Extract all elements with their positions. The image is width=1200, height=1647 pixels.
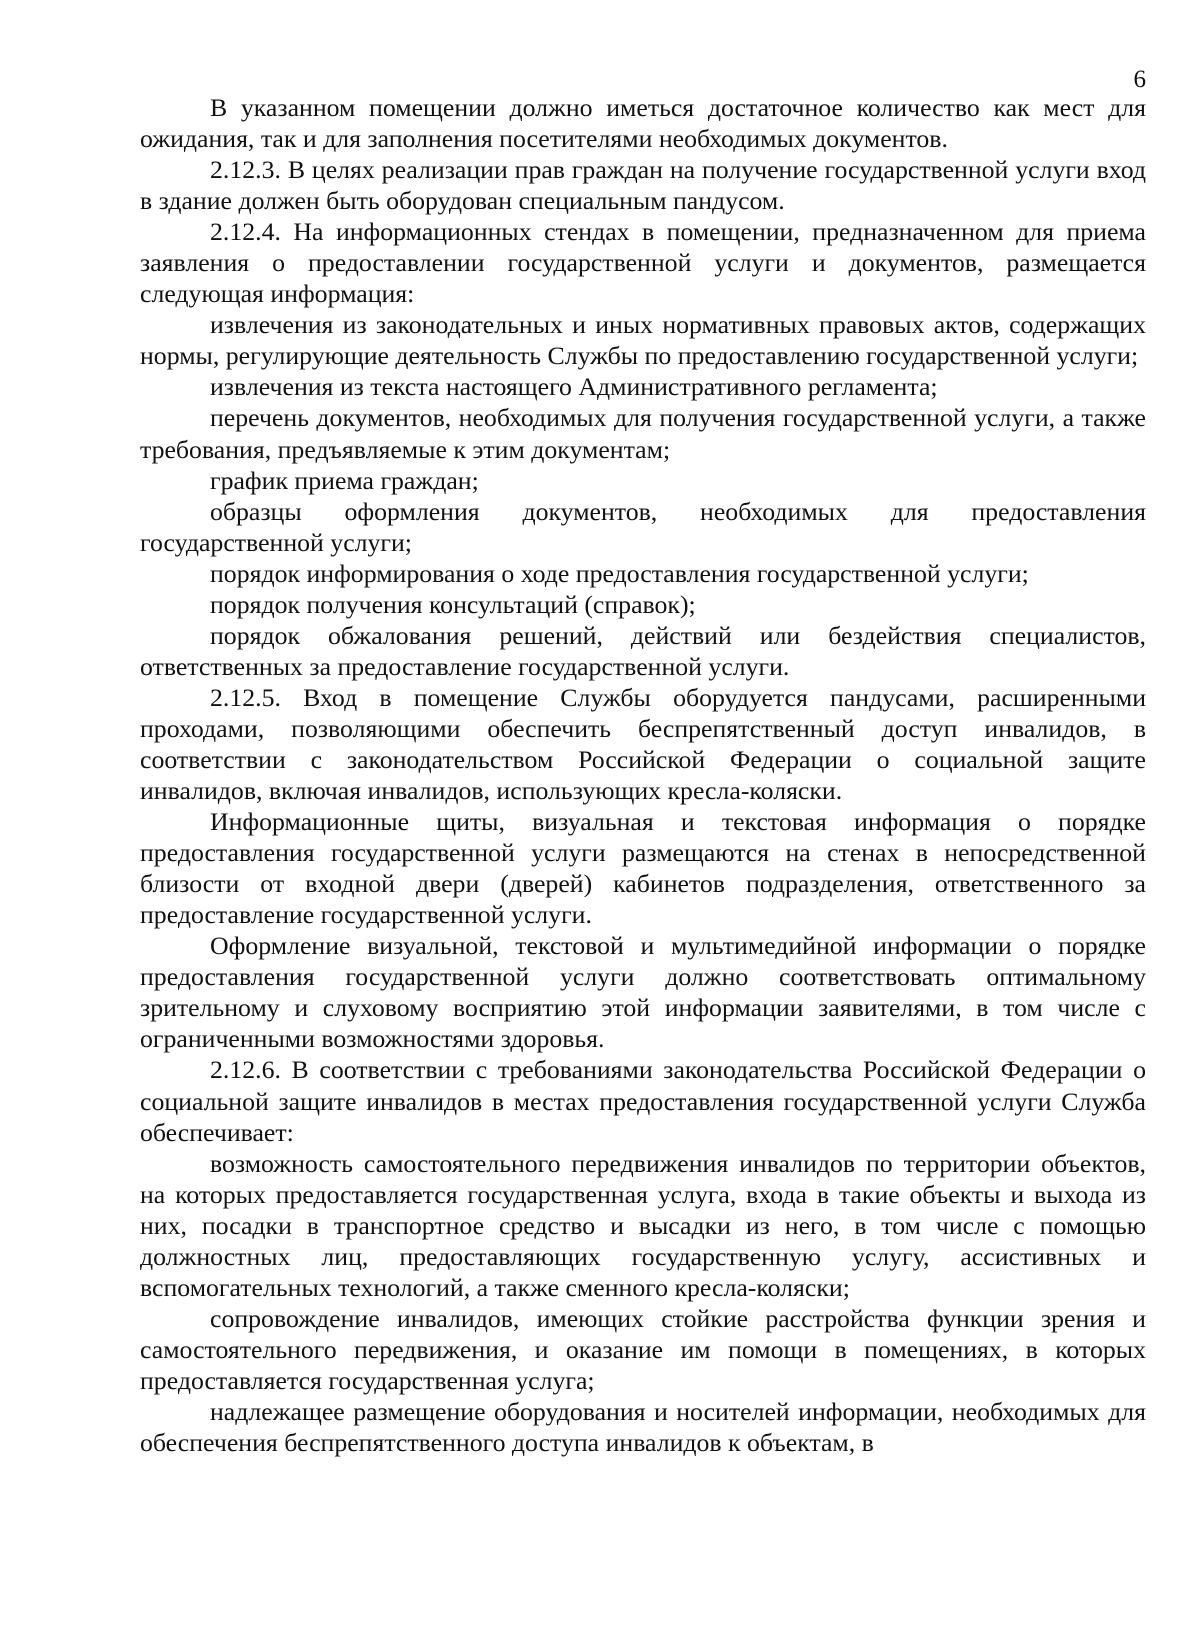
paragraph: Информационные щиты, визуальная и текстовая информация о порядке предоставления государственной услуги размещаются на стенах в непосредственной близости от входной двери (дверей) кабинетов подразделения, ответственного за предоставление государственной услуги. [140, 807, 1146, 930]
paragraph: перечень документов, необходимых для получения государственной услуги, а также требования, предъявляемые к этим документам; [140, 403, 1146, 464]
paragraph: Оформление визуальной, текстовой и мультимедийной информации о порядке предоставления государственной услуги должно соответствовать оптимальному зрительному и слуховому восприятию этой информации заявителями, в том числе с ограниченными возможностями здоровья. [140, 931, 1146, 1054]
document-body [140, 92, 1146, 1458]
paragraph: извлечения из текста настоящего Административного регламента; [210, 372, 938, 402]
paragraph: образцы оформления документов, необходимых для предоставления государственной услуги; [140, 496, 1146, 557]
paragraph: порядок получения консультаций (справок); [210, 589, 696, 619]
paragraph: В указанном помещении должно иметься достаточное количество как мест для ожидания, так и для заполнения посетителями необходимых документов. [140, 93, 1146, 154]
paragraph: 2.12.6. В соответствии с требованиями законодательства Российской Федерации о социальной защите инвалидов в местах предоставления государственной услуги Служба обеспечивает: [140, 1055, 1146, 1147]
paragraph: порядок информирования о ходе предоставления государственной услуги; [210, 558, 1029, 588]
page-number: 6 [1133, 66, 1146, 93]
paragraph: 2.12.5. Вход в помещение Службы оборудуется пандусами, расширенными проходами, позволяющими обеспечить беспрепятственный доступ инвалидов, в соответствии с законодательством Российской Федерации о социальной защите инвалидов, включая инвалидов, использующих кресла-коляски. [140, 682, 1146, 806]
paragraph: возможность самостоятельного передвижения инвалидов по территории объектов, на которых предоставляется государственная услуга, входа в такие объекты и выхода из них, посадки в транспортное средство и высадки из него, в том числе с помощью должностных лиц, предоставляющих государственную услугу, ассистивных и вспомогательных технологий, а также сменного кресла-коляски; [140, 1148, 1146, 1302]
paragraph: график приема граждан; [210, 465, 479, 495]
paragraph: 2.12.4. На информационных стендах в помещении, предназначенном для приема заявления о предоставлении государственной услуги и документов, размещается следующая информация: [140, 217, 1146, 309]
paragraph: 2.12.3. В целях реализации прав граждан на получение государственной услуги вход в здание должен быть оборудован специальным пандусом. [140, 155, 1146, 216]
paragraph: порядок обжалования решений, действий или бездействия специалистов, ответственных за предоставление государственной услуги. [140, 620, 1146, 681]
paragraph: извлечения из законодательных и иных нормативных правовых актов, содержащих нормы, регулирующие деятельность Службы по предоставлению государственной услуги; [140, 310, 1146, 371]
paragraph: сопровождение инвалидов, имеющих стойкие расстройства функции зрения и самостоятельного передвижения, и оказание им помощи в помещениях, в которых предоставляется государственная услуга; [140, 1303, 1146, 1395]
paragraph: надлежащее размещение оборудования и носителей информации, необходимых для обеспечения беспрепятственного доступа инвалидов к объектам, в [140, 1396, 1146, 1458]
